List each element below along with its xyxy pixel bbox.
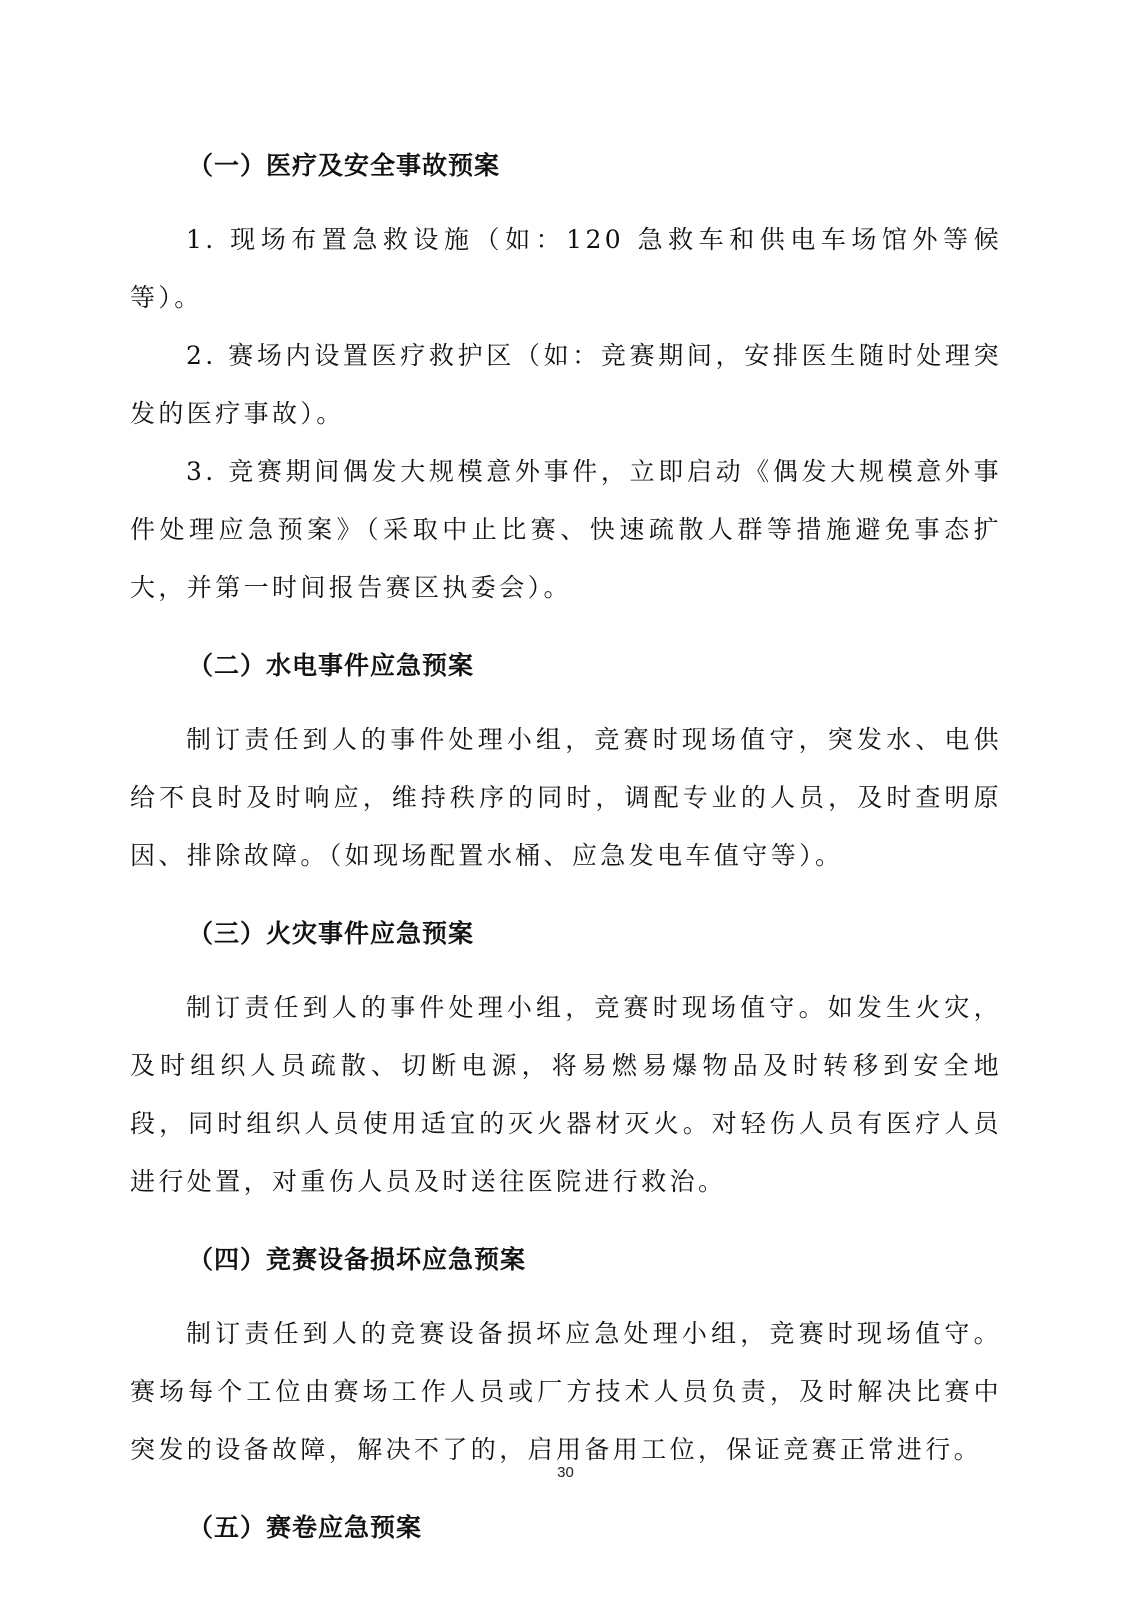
section-heading-1: （一）医疗及安全事故预案 xyxy=(188,151,501,180)
section-heading-5: （五）赛卷应急预案 xyxy=(188,1513,423,1542)
page-content xyxy=(130,143,1002,1573)
section-heading-2: （二）水电事件应急预案 xyxy=(188,651,475,680)
page-number: 30 xyxy=(557,1464,574,1481)
section-3-paragraph: 制订责任到人的事件处理小组，竞赛时现场值守。如发生火灾，及时组织人员疏散、切断电源，将易燃易爆物品及时转移到安全地段，同时组织人员使用适宜的灭火器材灭火。对轻伤人员有医疗人员进行处置，对重伤人员及时送往医院进行救治。 xyxy=(130,993,1002,1196)
section-1-item-1: 1. 现场布置急救设施（如：120 急救车和供电车场馆外等候等）。 xyxy=(130,225,1002,312)
section-1-item-3: 3. 竞赛期间偶发大规模意外事件，立即启动《偶发大规模意外事件处理应急预案》（采取中止比赛、快速疏散人群等措施避免事态扩大，并第一时间报告赛区执委会）。 xyxy=(130,457,1002,602)
section-heading-4: （四）竞赛设备损坏应急预案 xyxy=(188,1245,527,1274)
section-4-paragraph: 制订责任到人的竞赛设备损坏应急处理小组，竞赛时现场值守。赛场每个工位由赛场工作人员或厂方技术人员负责，及时解决比赛中突发的设备故障，解决不了的，启用备用工位，保证竞赛正常进行。 xyxy=(130,1319,1002,1464)
section-2-paragraph: 制订责任到人的事件处理小组，竞赛时现场值守，突发水、电供给不良时及时响应，维持秩序的同时，调配专业的人员，及时查明原因、排除故障。（如现场配置水桶、应急发电车值守等）。 xyxy=(130,725,1002,870)
section-heading-3: （三）火灾事件应急预案 xyxy=(188,919,475,948)
section-1-item-2: 2. 赛场内设置医疗救护区（如：竞赛期间，安排医生随时处理突发的医疗事故）。 xyxy=(130,341,1002,428)
